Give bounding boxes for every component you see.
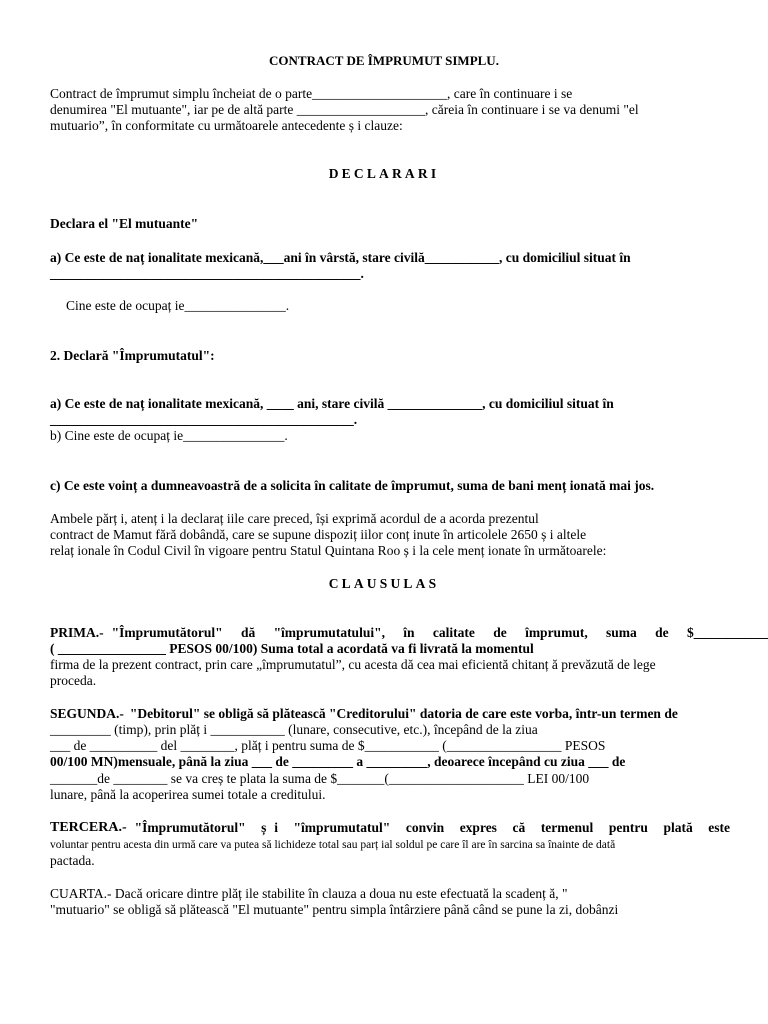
declaration-2-c: c) Ce este voinț a dumneavoastră de a solicita în calitate de împrumut, suma de bani menț ionată mai jos.: [50, 478, 655, 493]
agreement-line: contract de Mamut fără dobândă, care se supune dispoziț iilor conț inute în articolele 2650 ș i altele: [50, 527, 587, 542]
agreement-line: relaț ionale în Codul Civil în vigoare pentru Statul Quintana Roo ș i la cele menț ionate în următoarele:: [50, 543, 607, 558]
intro-line: mutuario”, în conformitate cu următoarele antecedente ș i clauze:: [50, 118, 403, 133]
clause-cuarta-line: "mutuario" se obligă să plătească "El mutuante" pentru simpla întârziere până când se pune la zi, dobânzi: [50, 902, 619, 917]
clause-cuarta-line: CUARTA.- Dacă oricare dintre plăț ile stabilite în clauza a doua nu este efectuată la scadenț ă, ": [50, 886, 568, 901]
clause-prima-line: "Împrumutătorul" dă "împrumutatului", în calitate de împrumut, suma de $___________: [111, 625, 768, 640]
document-title: CONTRACT DE ÎMPRUMUT SIMPLU.: [269, 53, 499, 68]
agreement-line: Ambele părț i, atenț i la declaraț iile care preced, își exprimă acordul de a acorda prezentul: [50, 511, 539, 526]
clause-segunda-line: 00/100 MN)mensuale, până la ziua ___ de _________ a _________, deoarece începând cu ziua ___ de: [50, 754, 626, 769]
declarari-heading: DECLARARI: [328, 166, 440, 181]
declaration-2-a-cont: _____________________________________________.: [50, 412, 358, 427]
clause-prima-line: ( ________________ PESOS 00/100) Suma total a acordată va fi livrată la momentul: [50, 641, 534, 656]
clause-segunda-line: lunare, până la acoperirea sumei totale a creditului.: [50, 787, 326, 802]
intro-line: Contract de împrumut simplu încheiat de o parte____________________, care în continuare i se: [50, 86, 573, 101]
intro-line: denumirea "El mutuante", iar pe de altă parte ___________________, căreia în continuare i se va denumi "el: [50, 102, 639, 117]
declaration-2-a: a) Ce este de naț ionalitate mexicană, ____ ani, stare civilă ______________, cu domiciliul situat în: [50, 396, 614, 411]
clause-prima-line: proceda.: [50, 673, 97, 688]
declaration-2-title: 2. Declară "Împrumutatul":: [50, 348, 215, 363]
clause-segunda-line: _______de ________ se va creș te plata la suma de $_______(____________________ LEI 00/100: [50, 771, 590, 786]
clause-prima-label: PRIMA.-: [50, 625, 104, 640]
clause-segunda-line: ___ de __________ del ________, plăț i pentru suma de $___________ (_________________ PESOS: [50, 738, 606, 753]
clausulas-heading: CLAUSULAS: [328, 576, 440, 591]
clause-tercera-line: "Împrumutătorul" ș i "împrumutatul" convin expres că termenul pentru plată este: [134, 820, 730, 835]
clause-tercera-line: voluntar pentru acesta din urmă care va putea să lichideze total sau parț ial soldul pe care îl are în sarcina sa înainte de dată: [50, 839, 616, 851]
clause-tercera-label: TERCERA.-: [50, 820, 127, 835]
clause-tercera-line: pactada.: [50, 853, 95, 868]
declaration-1-title: Declara el "El mutuante": [50, 216, 199, 231]
declaration-1-a-cont: ______________________________________________.: [50, 266, 364, 281]
declaration-2-b: b) Cine este de ocupaț ie_______________.: [50, 428, 288, 443]
clause-prima-line: firma de la prezent contract, prin care „împrumutatul”, cu acesta dă cea mai eficientă chitanț ă prevăzută de lege: [50, 657, 656, 672]
declaration-1-b: Cine este de ocupaț ie_______________.: [66, 298, 290, 313]
declaration-1-a: a) Ce este de naț ionalitate mexicană,___ani în vârstă, stare civilă___________, cu domiciliul situat în: [50, 250, 631, 265]
clause-segunda-line: "Debitorul" se obligă să plătească "Creditorului" datoria de care este vorba, într-un termen de: [129, 706, 678, 721]
clause-segunda-label: SEGUNDA.-: [50, 706, 124, 721]
clause-segunda-line: _________ (timp), prin plăț i ___________ (lunare, consecutive, etc.), începând de la ziua: [50, 722, 538, 737]
